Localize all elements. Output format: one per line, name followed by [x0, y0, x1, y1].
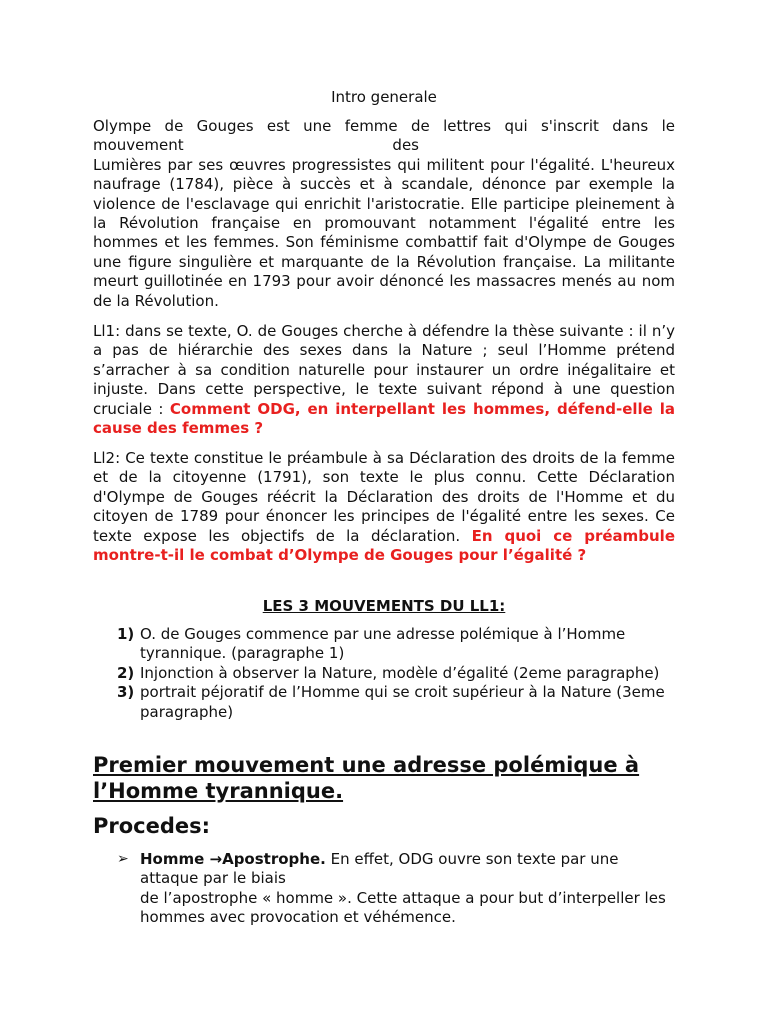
- list-item-number: 1): [117, 625, 135, 643]
- intro-line-2: [93, 136, 675, 155]
- bullet-line-2: de l’apostrophe « homme ». Cette attaque a pour but d’interpeller les hommes avec provocation et véhémence.: [140, 888, 666, 927]
- intro-paragraph: [93, 117, 675, 311]
- intro-line-2-left: mouvement: [93, 136, 184, 155]
- list-item-number: 2): [117, 663, 135, 682]
- ll1-question: Comment ODG, en interpellant les hommes, défend-elle la cause des femmes ?: [93, 399, 676, 438]
- bullet-line-1: En effet, ODG ouvre son texte par une attaque par le biais: [140, 850, 619, 888]
- section-heading: Premier mouvement une adresse polémique à l’Homme tyrannique.: [93, 753, 640, 803]
- bullet-text: [140, 850, 677, 928]
- intro-title: Intro generale: [331, 88, 437, 106]
- list-item: [117, 625, 677, 664]
- ll1-text: Ll1: dans se texte, O. de Gouges cherche à défendre la thèse suivante : il n’y a pas de hiérarchie des sexes dans la Nature ; seul l’Homme prétend s’arracher à sa condition naturelle pour instaurer un ordre inégalitaire et injuste. Dans cette perspective, le texte suivant répond à une question cruciale :: [93, 322, 675, 418]
- ll2-question: En quoi ce préambule montre-t-il le combat d’Olympe de Gouges pour l’égalité ?: [93, 526, 675, 565]
- procedes-heading: Procedes:: [93, 814, 211, 838]
- list-item-number: 3): [117, 683, 135, 702]
- ll2-text: Ll2: Ce texte constitue le préambule à sa Déclaration des droits de la femme et de la citoyenne (1791), son texte le plus connu. Cette Déclaration d'Olympe de Gouges réécrit la Déclaration des droits de l'Homme et du citoyen de 1789 pour énoncer les principes de l'égalité entre les sexes. Ce texte expose les objectifs de la déclaration.: [93, 449, 675, 545]
- mouvements-title: LES 3 MOUVEMENTS DU LL1:: [262, 597, 506, 615]
- mouvements-list: [117, 625, 677, 722]
- ll1-paragraph: [93, 322, 675, 438]
- ll2-paragraph: [93, 449, 675, 565]
- arrow-bullet-icon: ➢: [117, 851, 129, 867]
- bullet-item: [117, 850, 677, 928]
- list-item: [117, 683, 677, 722]
- list-item: [117, 664, 677, 683]
- list-item-text: portrait péjoratif de l’Homme qui se croit supérieur à la Nature (3eme paragraphe): [140, 683, 665, 721]
- bullet-bold: Homme →Apostrophe.: [140, 850, 326, 868]
- intro-line-1: Olympe de Gouges est une femme de lettres qui s'inscrit dans le: [93, 117, 675, 135]
- list-item-text: Injonction à observer la Nature, modèle d’égalité (2eme paragraphe): [140, 663, 660, 682]
- list-item-text: O. de Gouges commence par une adresse polémique à l’Homme tyrannique. (paragraphe 1): [140, 625, 626, 663]
- intro-line-2-right: des: [392, 136, 419, 155]
- intro-body: Lumières par ses œuvres progressistes qui militent pour l'égalité. L'heureux naufrage (1784), pièce à succès et à scandale, dénonce par exemple la violence de l'esclavage qui enrichit l'aristocratie. Elle participe pleinement à la Révolution française en promouvant notamment l'égalité entre les hommes et les femmes. Son féminisme combattif fait d'Olympe de Gouges une figure singulière et marquante de la Révolution française. La militante meurt guillotinée en 1793 pour avoir dénoncé les massacres menés au nom de la Révolution.: [93, 155, 675, 310]
